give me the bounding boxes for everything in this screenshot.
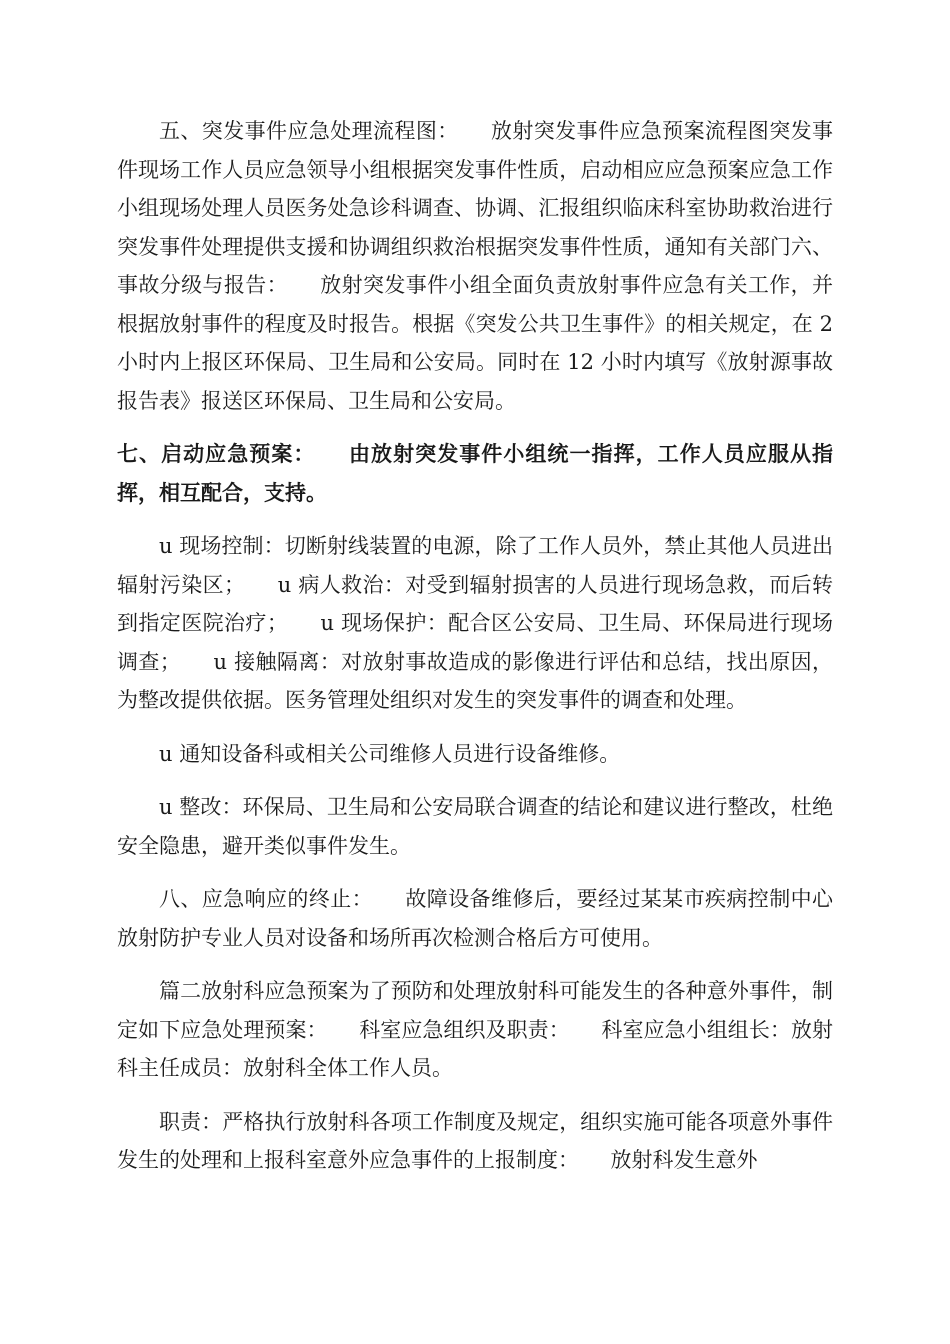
paragraph-termination: 八、应急响应的终止： 故障设备维修后，要经过某某市疾病控制中心放射防护专业人员对设备和场所再次检测合格后方可使用。 xyxy=(117,887,833,950)
paragraph-rectification: u 整改：环保局、卫生局和公安局联合调查的结论和建议进行整改，杜绝安全隐患，避开类似事件发生。 xyxy=(117,795,833,858)
paragraph-activate-plan-heading: 七、启动应急预案： 由放射突发事件小组统一指挥，工作人员应服从指挥，相互配合，支持。 xyxy=(117,442,833,505)
paragraph-duties: 职责：严格执行放射科各项工作制度及规定，组织实施可能各项意外事件发生的处理和上报科室意外应急事件的上报制度： 放射科发生意外 xyxy=(117,1109,833,1172)
paragraph-emergency-flowchart: 五、突发事件应急处理流程图： 放射突发事件应急预案流程图突发事件现场工作人员应急领导小组根据突发事件性质，启动相应应急预案应急工作小组现场处理人员医务处急诊科调查、协调、汇报组织临床科室协助救治进行突发事件处理提供支援和协调组织救治根据突发事件性质，通知有关部门六、事故分级与报告： 放射突发事件小组全面负责放射事件应急有关工作，并根据放射事件的程度及时报告。根据《突发公共卫生事件》的相关规定，在 2 小时内上报区环保局、卫生局和公安局。同时在 12 小时内填写《放射源事故报告表》报送区环保局、卫生局和公安局。 xyxy=(117,119,840,413)
document-body xyxy=(117,112,840,1195)
paragraph-part-two-intro: 篇二放射科应急预案为了预防和处理放射科可能发生的各种意外事件，制定如下应急处理预案： 科室应急组织及职责： 科室应急小组组长：放射科主任成员：放射科全体工作人员。 xyxy=(117,979,833,1080)
paragraph-site-control: u 现场控制：切断射线装置的电源，除了工作人员外，禁止其他人员进出辐射污染区； u 病人救治：对受到辐射损害的人员进行现场急救，而后转到指定医院治疗； u 现场保护：配合区公安局、卫生局、环保局进行现场调查； u 接触隔离：对放射事故造成的影像进行评估和总结，找出原因，为整改提供依据。医务管理处组织对发生的突发事件的调查和处理。 xyxy=(117,534,833,712)
paragraph-notify-repair: u 通知设备科或相关公司维修人员进行设备维修。 xyxy=(159,741,621,766)
